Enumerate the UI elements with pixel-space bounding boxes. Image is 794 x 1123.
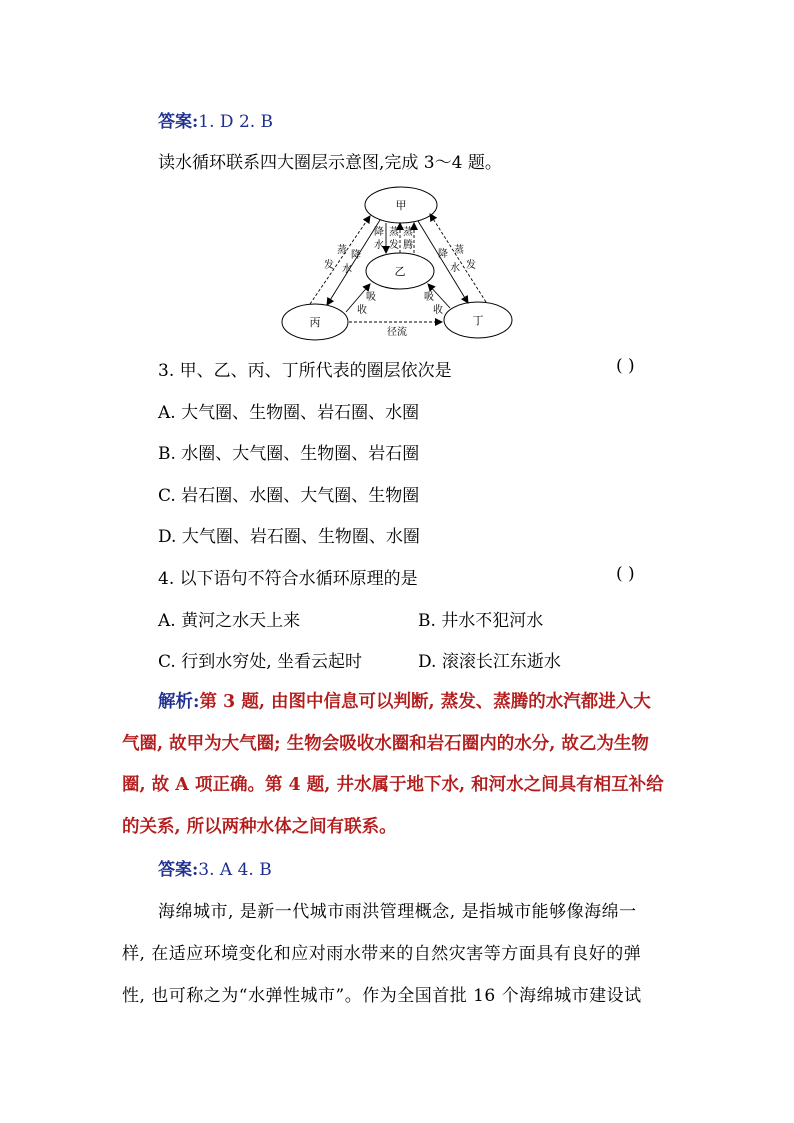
question-intro: 读水循环联系四大圈层示意图,完成 3～4 题。: [158, 153, 502, 173]
label-mid-evap-2: 发: [389, 240, 399, 251]
q3-option-a: A. 大气圈、生物圈、岩石圈、水圈: [158, 403, 420, 423]
passage-line-1: 海绵城市, 是新一代城市雨洪管理概念, 是指城市能够像海绵一: [158, 902, 637, 922]
node-center-label: 乙: [394, 265, 406, 278]
q4-option-c: C. 行到水穷处, 坐看云起时: [158, 652, 363, 672]
node-right-label: 丁: [472, 314, 484, 327]
label-left-evap-1: 蒸: [337, 245, 347, 256]
q4-option-a: A. 黄河之水天上来: [158, 611, 301, 631]
analysis-line-2: 气圈, 故甲为大气圈; 生物会吸收水圈和岩石圈内的水分, 故乙为生物: [122, 734, 649, 754]
label-mid-rain-1: 降: [374, 227, 384, 238]
label-left-absorb-2: 收: [357, 305, 367, 316]
q3-option-c: C. 岩石圈、水圈、大气圈、生物圈: [158, 486, 420, 506]
analysis-line-3: 圈, 故 A 项正确。第 4 题, 井水属于地下水, 和河水之间具有相互补给: [122, 775, 664, 795]
q4-option-b: B. 井水不犯河水: [418, 611, 544, 631]
answer-1: [158, 107, 273, 132]
label-mid-transp-1: 蒸: [403, 227, 413, 238]
q4-stem: 4. 以下语句不符合水循环原理的是: [158, 569, 418, 589]
analysis-text-1: 第 3 题, 由图中信息可以判断, 蒸发、蒸腾的水汽都进入大: [199, 692, 651, 712]
q4-answer-bracket: ( ): [616, 564, 635, 584]
q3-option-b: B. 水圈、大气圈、生物圈、岩石圈: [158, 444, 420, 464]
answer-2: [158, 855, 272, 880]
q3-stem: 3. 甲、乙、丙、丁所代表的圈层依次是: [158, 361, 452, 381]
node-top-label: 甲: [395, 199, 407, 212]
analysis-label: 解析:: [158, 692, 200, 712]
q3-option-d: D. 大气圈、岩石圈、生物圈、水圈: [158, 527, 420, 547]
answer-value: 1. D 2. B: [198, 112, 274, 132]
label-right-evap-1: 蒸: [454, 245, 464, 256]
label-right-absorb-2: 收: [433, 305, 443, 316]
label-left-rain-1: 降: [351, 250, 361, 261]
passage-line-2: 样, 在适应环境变化和应对雨水带来的自然灾害等方面具有良好的弹: [122, 944, 642, 964]
passage-line-3: 性, 也可称之为“水弹性城市”。作为全国首批 16 个海绵城市建设试: [122, 986, 642, 1006]
answer-value: 3. A 4. B: [198, 860, 272, 880]
water-cycle-diagram: [270, 184, 520, 344]
label-right-rain-1: 降: [438, 249, 448, 260]
q4-option-d: D. 滚滚长江东逝水: [418, 652, 561, 672]
label-mid-evap-1: 蒸: [389, 227, 399, 238]
analysis-line-4: 的关系, 所以两种水体之间有联系。: [122, 817, 397, 837]
arrow-left-evaporation: [310, 216, 370, 304]
analysis-line-1: [158, 688, 651, 713]
label-right-evap-2: 发: [466, 260, 476, 271]
answer-label: 答案:: [158, 112, 199, 132]
q3-answer-bracket: ( ): [616, 356, 635, 376]
label-left-rain-2: 水: [342, 264, 352, 275]
answer-label: 答案:: [158, 860, 199, 880]
label-mid-rain-2: 水: [374, 240, 384, 251]
label-left-evap-2: 发: [324, 260, 334, 271]
label-right-rain-2: 水: [450, 263, 460, 274]
label-left-absorb-1: 吸: [366, 292, 376, 303]
label-right-absorb-1: 吸: [424, 292, 434, 303]
node-left-label: 丙: [309, 316, 321, 329]
label-runoff: 径流: [387, 327, 407, 338]
label-mid-transp-2: 腾: [403, 240, 413, 251]
